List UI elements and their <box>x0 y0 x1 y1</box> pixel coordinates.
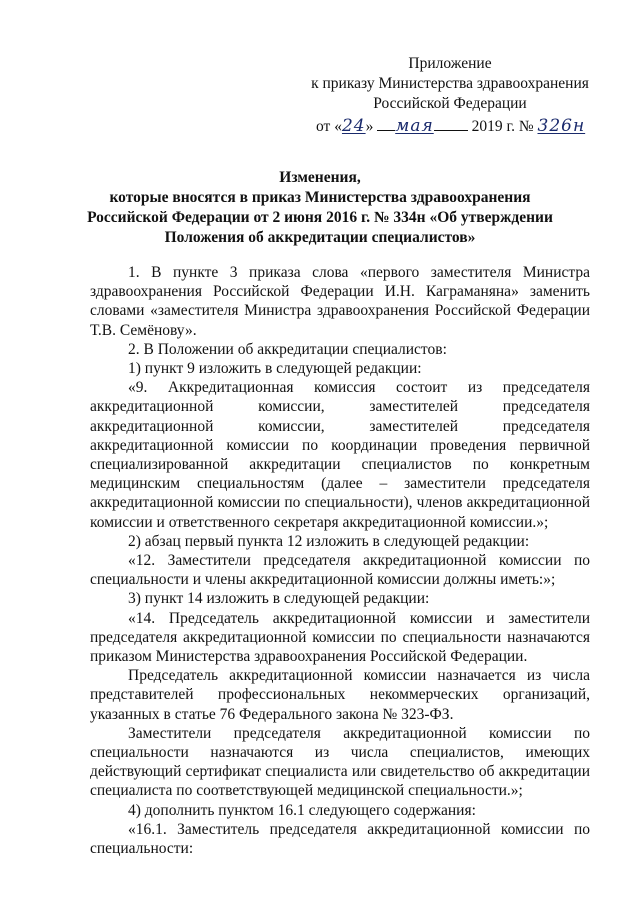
paragraph: 3) пункт 14 изложить в следующей редакции: <box>128 590 430 608</box>
date-year: 2019 г. № <box>471 118 534 135</box>
paragraph: 2) абзац первый пункта 12 изложить в следующей редакции: <box>128 532 530 550</box>
appendix-header <box>300 54 600 137</box>
paragraph: «9. Аккредитационная комиссия состоит из председателя аккредитационной комиссии, заместителей председателя аккредитационной комиссии, заместителей председателя аккредитационной комиссии по координации проведения первичной специализированной аккредитации специалистов по конкретным медицинским специальностям (далее – заместители председателя аккредитационной комиссии по специальности), членов аккредитационной комиссии и ответственного секретаря аккредитационной комиссии.»; <box>90 379 590 531</box>
date-day-handwritten: 24 <box>341 116 366 136</box>
blank-line <box>434 114 468 131</box>
paragraph: «12. Заместители председателя аккредитационной комиссии по специальности и члены аккредитационной комиссии должны иметь:»; <box>90 552 590 589</box>
title-line-2: которые вносятся в приказ Министерства здравоохранения <box>109 189 531 206</box>
paragraph: 4) дополнить пунктом 16.1 следующего содержания: <box>128 801 476 819</box>
appendix-country: Российской Федерации <box>373 95 527 112</box>
date-mid: » <box>365 118 374 135</box>
paragraph: 1. В пункте 3 приказа слова «первого заместителя Министра здравоохранения Российской Федерации И.Н. Каграманяна» заменить словами «заместителя Министра здравоохранения Российской Федерации Т.В. Семёнову». <box>90 264 590 339</box>
title-line-3: Российской Федерации от 2 июня 2016 г. № 334н «Об утверждении <box>87 209 553 226</box>
date-prefix: от « <box>316 118 342 135</box>
paragraph: 1) пункт 9 изложить в следующей редакции: <box>128 360 422 378</box>
document-body <box>90 263 590 858</box>
paragraph: Заместители председателя аккредитационной комиссии по специальности назначаются из числа специалистов, имеющих действующий сертификат специалиста или свидетельство об аккредитации специалиста по соответствующей медицинской специальности.»; <box>90 724 590 800</box>
document-title <box>70 168 570 248</box>
title-line-1: Изменения, <box>279 169 361 186</box>
title-line-4: Положения об аккредитации специалистов» <box>164 229 476 246</box>
date-month-handwritten: мая <box>395 116 434 136</box>
paragraph: Председатель аккредитационной комиссии назначается из числа представителей профессиональных некоммерческих организаций, указанных в статье 76 Федерального закона № 323-ФЗ. <box>90 667 590 723</box>
paragraph: 2. В Положении об аккредитации специалистов: <box>128 340 447 358</box>
appendix-date-line <box>300 114 600 137</box>
blank-line <box>377 114 395 131</box>
order-number-handwritten: 326н <box>537 116 586 136</box>
paragraph: «14. Председатель аккредитационной комиссии и заместители председателя аккредитационной комиссии по специальности назначаются приказом Министерства здравоохранения Российской Федерации. <box>90 609 590 666</box>
paragraph: «16.1. Заместитель председателя аккредитационной комиссии по специальности: <box>90 820 590 858</box>
appendix-label: Приложение <box>408 55 492 72</box>
appendix-order-ref: к приказу Министерства здравоохранения <box>311 75 589 92</box>
